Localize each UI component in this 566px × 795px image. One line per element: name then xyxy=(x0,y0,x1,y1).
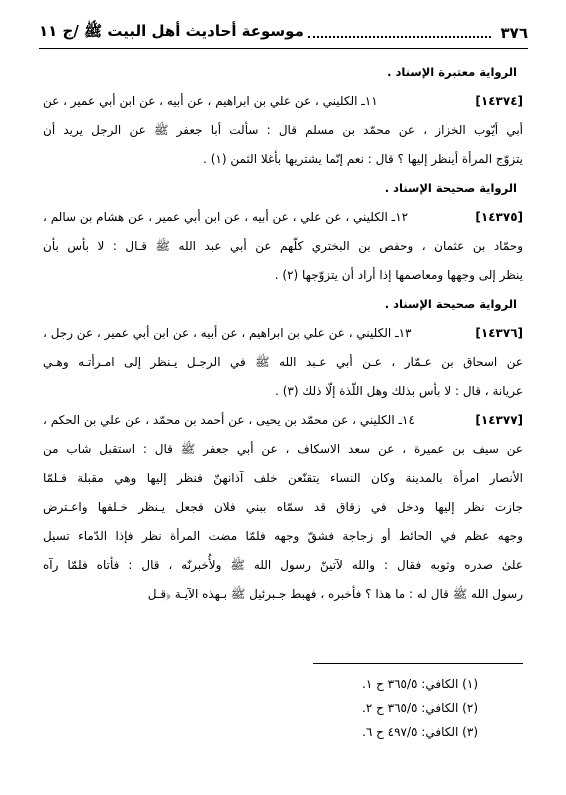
hadith-number: [١٤٣٧٧] xyxy=(475,413,523,427)
hadith-first-line xyxy=(43,87,523,116)
hadith-line: عن اسحاق بن عـمّار ، عـن أبي عـبد الله ﷺ في الرجـل يـنظر إلى امـرأتـه وهـي xyxy=(43,355,523,369)
hadith-line: الأنصار امرأة بالمدينة وكان النساء يتقنّعن خلف آذانهنّ فنظر إليها وهي مقبلة فـلمّا xyxy=(43,471,523,485)
hadith-number: [١٤٣٧٤] xyxy=(475,94,523,108)
narration-status: الرواية صحيحة الإسناد . xyxy=(384,297,517,311)
footnote-rule xyxy=(313,663,523,664)
hadith-entry xyxy=(43,87,523,174)
hadith-line: ١٢ـ الكليني ، عن علي ، عن أبيه ، عن ابن أبي عمير ، عن هشام بن سالم ، xyxy=(43,210,409,224)
header-rule xyxy=(39,48,528,49)
page-body xyxy=(43,58,523,609)
hadith-line: عريانة ، قال : لا بأس بذلك وهل اللّذة إلّا ذلك (٣) . xyxy=(275,384,523,398)
hadith-line: وجهه عظم في الحائط أو زجاجة فشقّ وجهه فلمّا مضت المرأة نظر فإذا الدّماء تسيل xyxy=(43,529,523,543)
hadith-first-line xyxy=(43,319,523,348)
hadith-entry xyxy=(43,319,523,406)
hadith-line: ١١ـ الكليني ، عن علي بن ابراهيم ، عن أبيه ، عن ابن أبي عمير ، عن xyxy=(43,94,378,108)
narration-status: الرواية معتبرة الإسناد . xyxy=(387,65,517,79)
hadith-line: ١٣ـ الكليني ، عن علي بن ابراهيم ، عن أبيه ، عن ابن أبي عمير ، عن رجل ، xyxy=(43,326,412,340)
hadith-line: رسول الله ﷺ قال له : ما هذا ؟ فأخبره ، فهبط جـبرئيل ﷺ بـهذه الآيـة ﴿قـل xyxy=(147,587,523,601)
running-header xyxy=(39,19,528,47)
page-number: ٣٧٦ xyxy=(500,24,528,42)
footnote: (٢) الكافي: ٣٦٥/٥ ح ٢. xyxy=(362,701,478,715)
book-title: موسوعة أحاديث أهل البيت ﷺ /ج ١١ xyxy=(39,22,304,40)
hadith-line: وحمّاد بن عثمان ، وحفص بن البختري كلّهم عن أبي عبد الله ﷺ قـال : لا بأس بأن xyxy=(43,239,523,253)
narration-status: الرواية صحيحة الإسناد . xyxy=(384,181,517,195)
hadith-line: ينظر إلى وجهها ومعاصمها إذا أراد أن يتزوّجها (٢) . xyxy=(274,268,523,282)
hadith-line: ١٤ـ الكليني ، عن محمّد بن يحيى ، عن أحمد بن محمّد ، عن علي بن الحكم ، xyxy=(43,413,415,427)
hadith-line: علىٰ صدره وثوبه فقال : والله لآتينّ رسول الله ﷺ ولأُخبرنّه ، قال : فأتاه فلمّا رآه xyxy=(43,558,523,572)
hadith-number: [١٤٣٧٦] xyxy=(475,326,523,340)
hadith-line: جازت نظر إليها ودخل في زقاق قد سمّاه ببني فلان فجعل يـنظر خـلفها واعـترض xyxy=(43,500,523,514)
hadith-line: عن سيف بن عميرة ، عن سعد الاسكاف ، عن أبي جعفر ﷺ قال : استقبل شاب من xyxy=(43,442,523,456)
hadith-line: أبي أيّوب الخزاز ، عن محمّد بن مسلم قال : سألت أبا جعفر ﷺ عن الرجل يريد أن xyxy=(43,123,523,137)
footnotes xyxy=(362,672,478,744)
hadith-first-line xyxy=(43,406,523,435)
hadith-entry xyxy=(43,406,523,609)
hadith-entry xyxy=(43,203,523,290)
header-dot-leader xyxy=(308,36,491,38)
footnote: (٣) الكافي: ٤٩٧/٥ ح ٦. xyxy=(362,725,478,739)
hadith-first-line xyxy=(43,203,523,232)
hadith-number: [١٤٣٧٥] xyxy=(475,210,523,224)
footnote: (١) الكافي: ٣٦٥/٥ ح ١. xyxy=(362,677,478,691)
hadith-line: يتزوّج المرأة أينظر إليها ؟ قال : نعم إنّما يشتريها بأغلا الثمن (١) . xyxy=(203,152,523,166)
